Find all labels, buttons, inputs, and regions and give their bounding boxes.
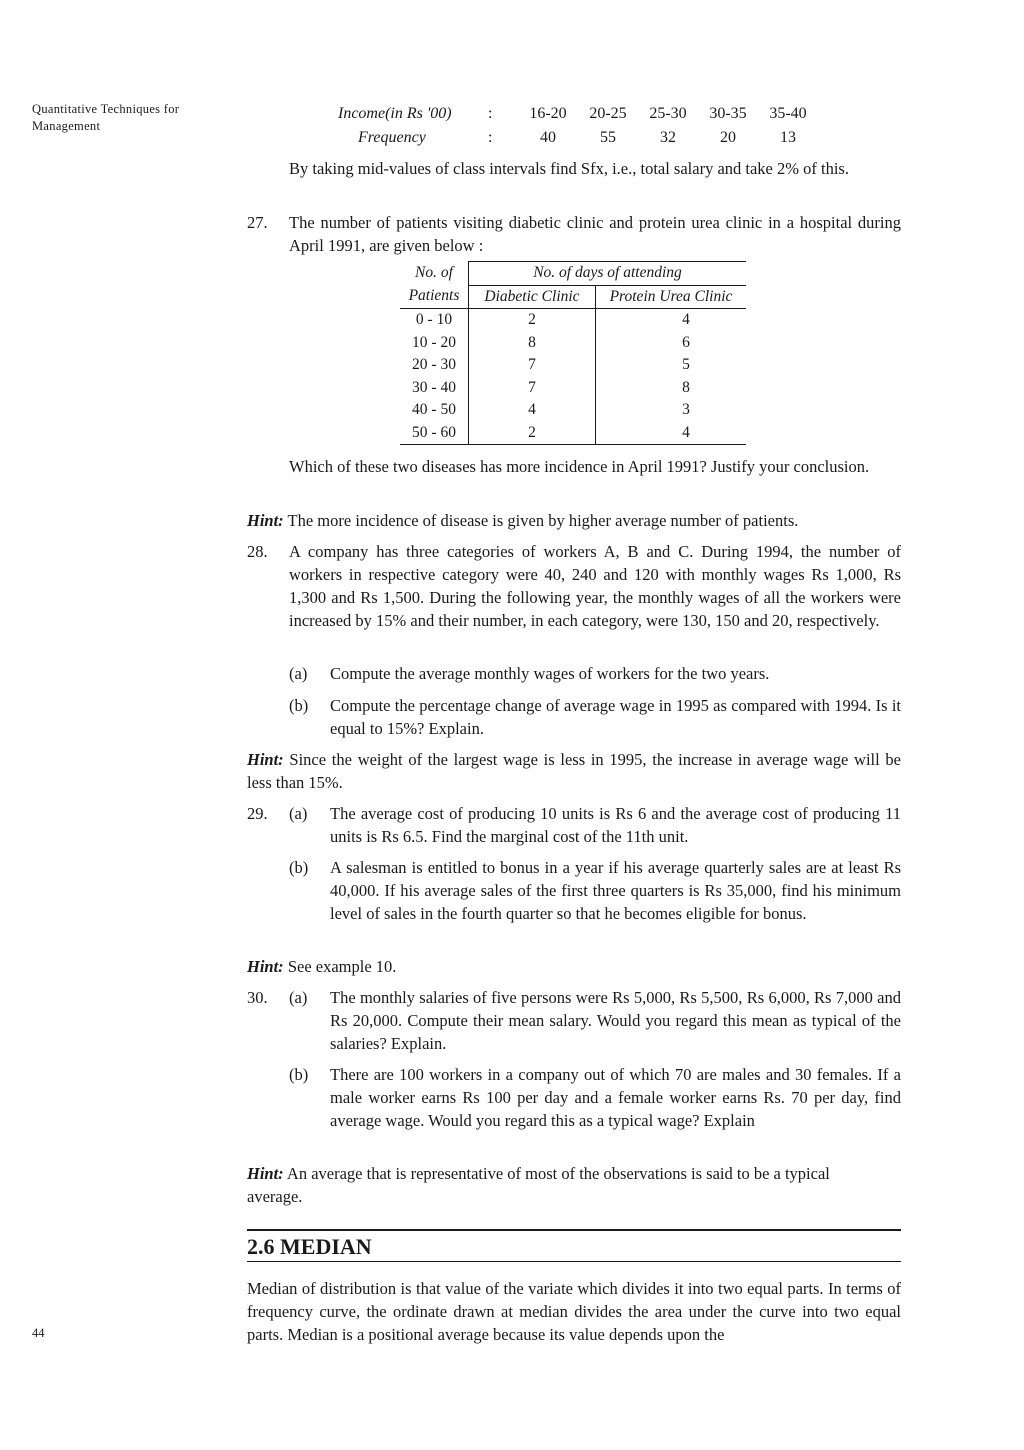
frequency-row: Frequency : 40 55 32 20 13 (338, 126, 818, 150)
income-class: 25-30 (649, 105, 687, 122)
section-body: Median of distribution is that value of the variate which divides it into two equal parts. In terms of frequency curve, the ordinate drawn at median divides the area under the curve into two equal parts. Median is a positional average because its value depends upon the (247, 1279, 901, 1344)
question-number: 27. (247, 213, 268, 232)
q30-part-b: There are 100 workers in a company out of which 70 are males and 30 females. If a male worker earns Rs 100 per day and a female worker earns Rs. 70 per day, find average wage. Would you regard this as a typical wage? Explain (330, 1065, 901, 1130)
group-header: No. of days of attending (469, 262, 747, 286)
patients-table (400, 261, 746, 445)
table-row: 30 - 40 7 8 (400, 377, 746, 400)
q27-hint: Hint: The more incidence of disease is given by higher average number of patients. (247, 511, 799, 530)
frequency-value: 13 (780, 129, 796, 146)
section-heading: 2.6 MEDIAN (247, 1229, 901, 1262)
table-row: 20 - 30 7 5 (400, 354, 746, 377)
q29-hint: Hint: See example 10. (247, 957, 397, 976)
income-class: 30-35 (709, 105, 747, 122)
col-header-protein: Protein Urea Clinic (596, 285, 747, 309)
income-class: 35-40 (769, 105, 807, 122)
q30-hint: Hint: An average that is representative of most of the observations is said to be a typical average. (247, 1164, 830, 1206)
table-row: 10 - 20 8 6 (400, 332, 746, 355)
frequency-value: 55 (600, 129, 616, 146)
page-number: 44 (32, 1326, 45, 1340)
q28-part-a: Compute the average monthly wages of workers for the two years. (330, 664, 770, 683)
table-row: 50 - 60 2 4 (400, 422, 746, 445)
q29-part-b: A salesman is entitled to bonus in a year if his average quarterly sales are at least Rs 40,000. If his average sales of the first three quarters is Rs 35,000, find his minimum level of sales in the fourth quarter so that he becomes eligible for bonus. (330, 858, 901, 923)
frequency-label: Frequency (358, 129, 426, 146)
col-header-patients: No. of (400, 262, 469, 286)
q27-question: Which of these two diseases has more incidence in April 1991? Justify your conclusion. (289, 457, 870, 476)
q28-text: A company has three categories of workers A, B and C. During 1994, the number of workers in respective category were 40, 240 and 120 with monthly wages Rs 1,000, Rs 1,300 and Rs 1,500. During the following year, the monthly wages of all the workers were increased by 15% and their number, in each category, were 130, 150 and 20, respectively. (289, 542, 901, 630)
col-header-patients-2: Patients (400, 285, 469, 309)
q29-part-a: The average cost of producing 10 units is Rs 6 and the average cost of producing 11 units is Rs 6.5. Find the marginal cost of the 11th unit. (330, 804, 901, 846)
question-number: 30. (247, 988, 268, 1007)
col-header-diabetic: Diabetic Clinic (469, 285, 596, 309)
q27-text: The number of patients visiting diabetic clinic and protein urea clinic in a hospital during April 1991, are given below : (289, 213, 901, 255)
income-class: 16-20 (529, 105, 567, 122)
question-number: 29. (247, 804, 268, 823)
frequency-value: 32 (660, 129, 676, 146)
income-class: 20-25 (589, 105, 627, 122)
frequency-value: 20 (720, 129, 736, 146)
frequency-value: 40 (540, 129, 556, 146)
table-row: 40 - 50 4 3 (400, 399, 746, 422)
question-number: 28. (247, 542, 268, 561)
q26-instruction: By taking mid-values of class intervals find Sfx, i.e., total salary and take 2% of this. (289, 159, 849, 178)
q28-hint: Hint: Since the weight of the largest wage is less in 1995, the increase in average wage will be less than 15%. (247, 750, 902, 792)
income-row: Income(in Rs '00) : 16-20 20-25 25-30 30-35 35-40 (338, 102, 818, 126)
table-row: 0 - 10 2 4 (400, 309, 746, 332)
q28-part-b: Compute the percentage change of average wage in 1995 as compared with 1994. Is it equal to 15%? Explain. (330, 696, 901, 738)
book-title-header: Quantitative Techniques for Management (32, 102, 180, 133)
q30-part-a: The monthly salaries of five persons were Rs 5,000, Rs 5,500, Rs 6,000, Rs 7,000 and Rs 20,000. Compute their mean salary. Would you regard this mean as typical of the salaries? Explain. (330, 988, 901, 1053)
income-label: Income(in Rs '00) (338, 105, 452, 122)
income-frequency-table (338, 102, 818, 150)
